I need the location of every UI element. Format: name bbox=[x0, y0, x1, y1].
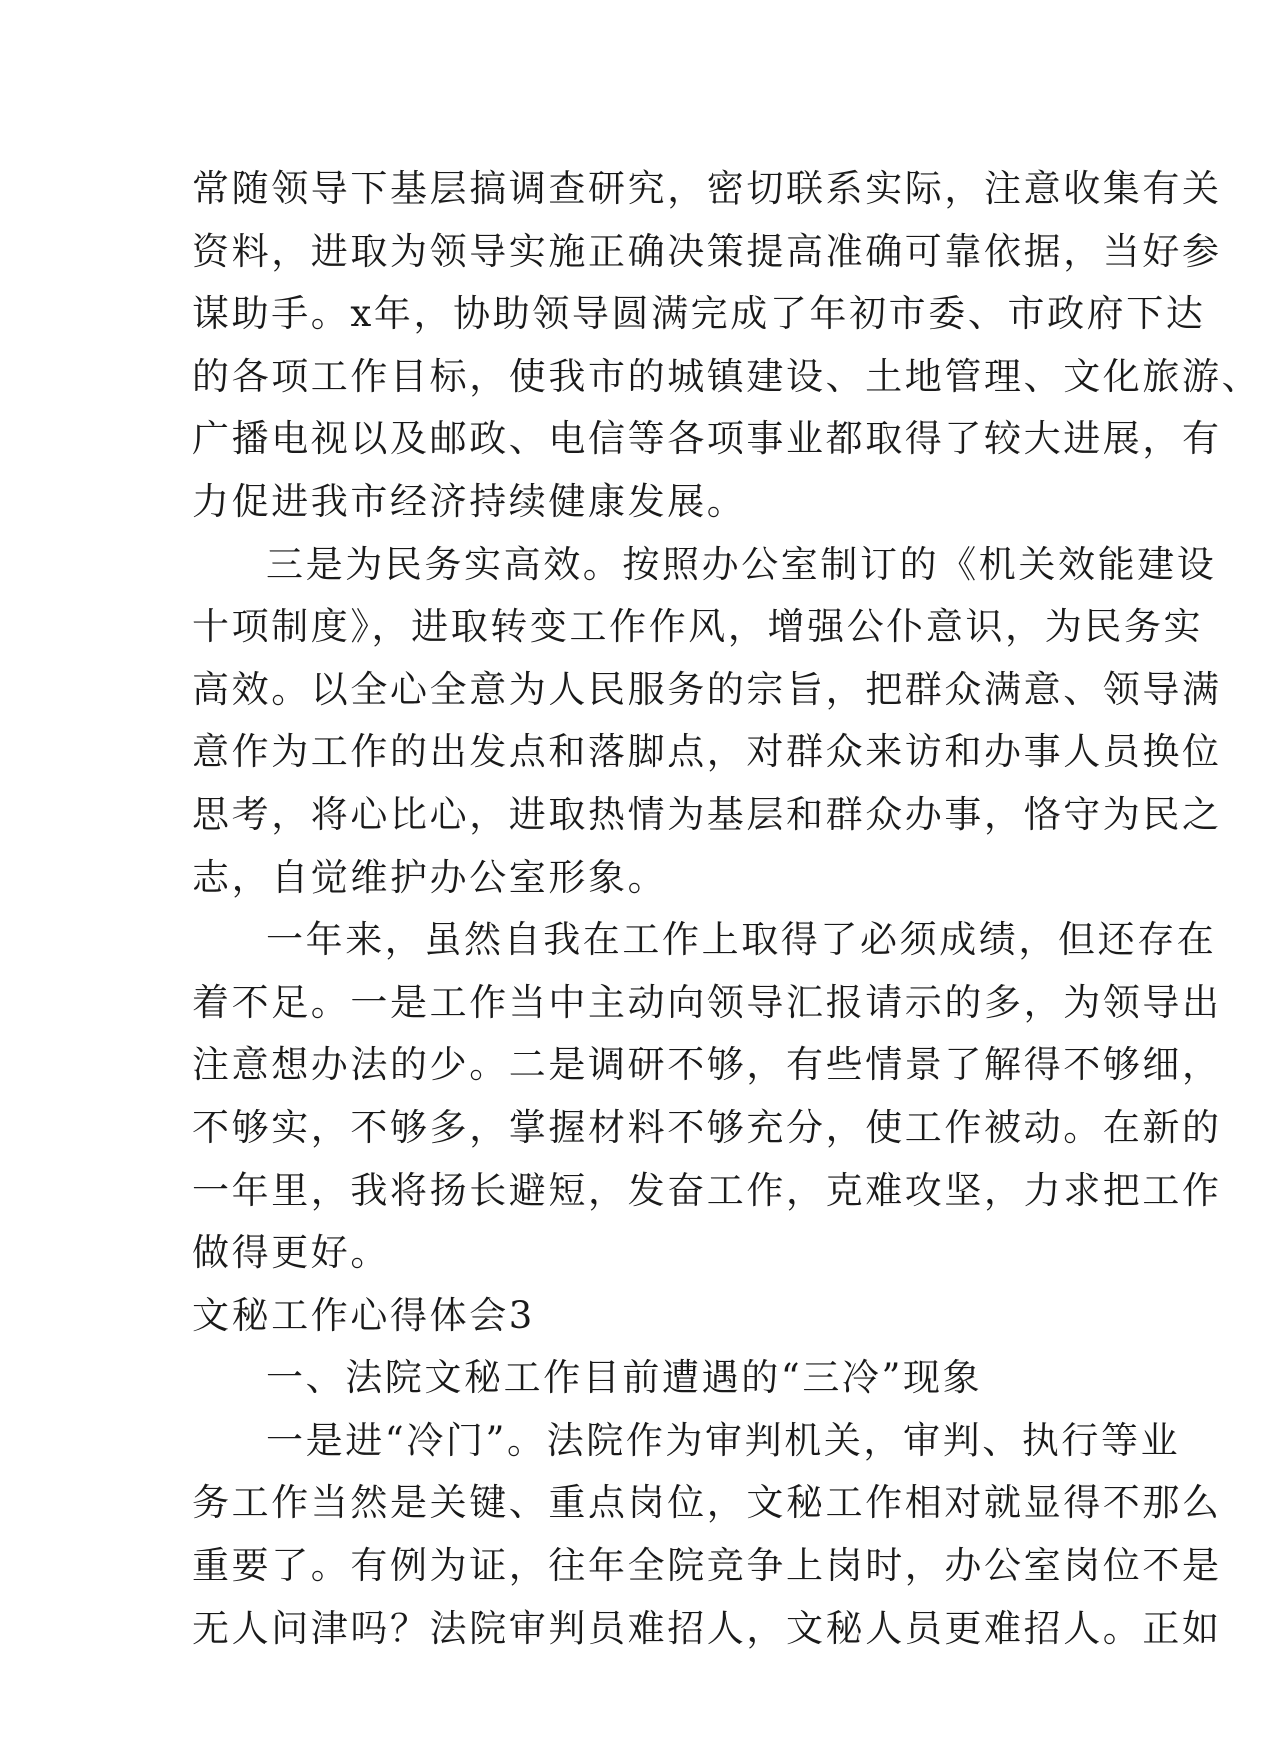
text-line: 常随领导下基层搞调查研究，密切联系实际，注意收集有关 bbox=[192, 167, 1222, 210]
paragraph-start-line: 三是为民务实高效。按照办公室制订的《机关效能建设 bbox=[266, 542, 1217, 586]
paragraph-start-line: 一年来，虽然自我在工作上取得了必须成绩，但还存在 bbox=[266, 918, 1217, 962]
paragraph-start-line: 一是进“冷门”。法院作为审判机关，审判、执行等业 bbox=[266, 1418, 1181, 1462]
text-line: 志，自觉维护办公室形象。 bbox=[192, 855, 668, 899]
text-line: 广播电视以及邮政、电信等各项事业都取得了较大进展，有 bbox=[192, 417, 1222, 461]
text-line: 谋助手。x年，协助领导圆满完成了年初市委、市政府下达 bbox=[192, 292, 1206, 336]
text-line: 的各项工作目标，使我市的城镇建设、土地管理、文化旅游、 bbox=[192, 354, 1261, 398]
text-line: 高效。以全心全意为人民服务的宗旨，把群众满意、领导满 bbox=[192, 667, 1222, 711]
text-line: 意作为工作的出发点和落脚点，对群众来访和办事人员换位 bbox=[192, 730, 1222, 774]
text-line: 着不足。一是工作当中主动向领导汇报请示的多，为领导出 bbox=[192, 980, 1222, 1024]
subheading: 一、法院文秘工作目前遭遇的“三冷”现象 bbox=[266, 1356, 983, 1400]
text-line: 思考，将心比心，进取热情为基层和群众办事，恪守为民之 bbox=[192, 792, 1222, 836]
document-page bbox=[192, 158, 1261, 1660]
text-line: 务工作当然是关键、重点岗位，文秘工作相对就显得不那么 bbox=[192, 1481, 1222, 1525]
text-line: 不够实，不够多，掌握材料不够充分，使工作被动。在新的 bbox=[192, 1105, 1222, 1149]
text-line: 重要了。有例为证，往年全院竞争上岗时，办公室岗位不是 bbox=[192, 1544, 1222, 1588]
text-line: 做得更好。 bbox=[192, 1231, 390, 1275]
text-line: 无人问津吗？法院审判员难招人，文秘人员更难招人。正如 bbox=[192, 1606, 1222, 1650]
text-line: 十项制度》，进取转变工作作风，增强公仆意识，为民务实 bbox=[192, 605, 1204, 649]
text-line: 力促进我市经济持续健康发展。 bbox=[192, 479, 747, 523]
text-line: 一年里，我将扬长避短，发奋工作，克难攻坚，力求把工作 bbox=[192, 1168, 1222, 1212]
section-heading: 文秘工作心得体会3 bbox=[192, 1293, 535, 1337]
text-line: 注意想办法的少。二是调研不够，有些情景了解得不够细， bbox=[192, 1043, 1222, 1087]
text-line: 资料，进取为领导实施正确决策提高准确可靠依据，当好参 bbox=[192, 229, 1222, 273]
